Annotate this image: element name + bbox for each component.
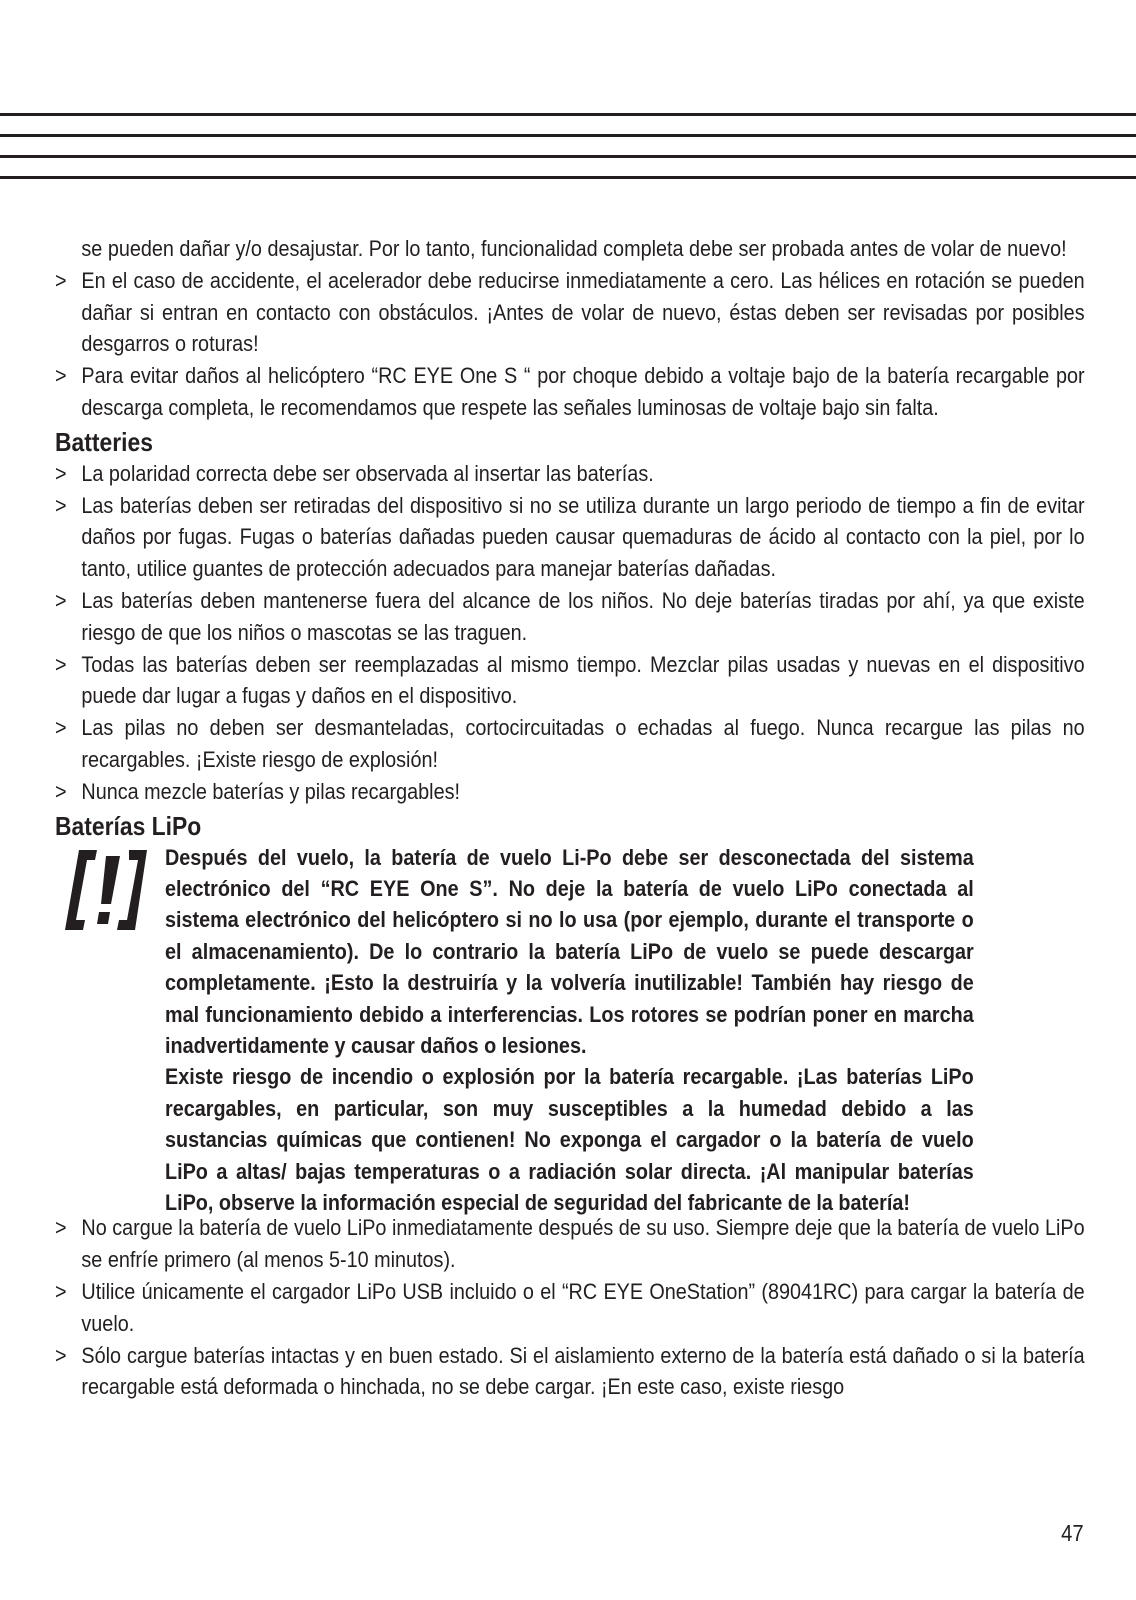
list-item [55, 649, 1085, 713]
list-item [55, 490, 1085, 585]
section-heading-lipo: Baterías LiPo [55, 810, 202, 841]
list-item [55, 585, 1085, 649]
bullet-marker: > [55, 715, 67, 741]
continuation-text: se pueden dañar y/o desajustar. Por lo tanto, funcionalidad completa debe ser probada antes de volar de nuevo! [81, 236, 1067, 261]
list-item [55, 712, 1085, 776]
header-rule-1 [0, 113, 1136, 116]
bullet-marker: > [55, 778, 67, 804]
list-item [55, 360, 1085, 424]
warning-paragraph-2: Existe riesgo de incendio o explosión por la batería recargable. ¡Las baterías LiPo recargables, en particular, son muy susceptibles a la humedad debido a las sustancias químicas que contienen! No exponga el cargador o la batería de vuelo LiPo a altas/ bajas temperaturas o a radiación solar directa. ¡Al manipular baterías LiPo, observe la información especial de seguridad del fabricante de la batería! [165, 1064, 974, 1216]
list-item-text: La polaridad correcta debe ser observada al insertar las baterías. [81, 460, 654, 486]
bullet-marker: > [55, 267, 67, 293]
bullet-marker: > [55, 587, 67, 613]
list-item-text: Las baterías deben ser retiradas del dispositivo si no se utiliza durante un largo periodo de tiempo a fin de evitar daños por fugas. Fugas o baterías dañadas pueden causar quemaduras de ácido al contacto con la piel, por lo tanto, utilice guantes de protección adecuados para manejar baterías dañadas. [81, 492, 1085, 582]
list-item-text: En el caso de accidente, el acelerador debe reducirse inmediatamente a cero. Las hélices en rotación se pueden dañar si entran en contacto con obstáculos. ¡Antes de volar de nuevo, éstas deben ser revisadas por posibles desgarros o roturas! [81, 267, 1085, 357]
bullet-marker: > [55, 460, 67, 486]
list-item [55, 776, 1085, 808]
list-item [55, 458, 1085, 490]
list-item-text: Las pilas no deben ser desmanteladas, cortocircuitadas o echadas al fuego. Nunca recargue las pilas no recargables. ¡Existe riesgo de explosión! [81, 715, 1085, 772]
list-item-text: Utilice únicamente el cargador LiPo USB incluido o el “RC EYE OneStation” (89041RC) para cargar la batería de vuelo. [81, 1279, 1085, 1336]
list-item [55, 265, 1085, 360]
warning-paragraph-1: Después del vuelo, la batería de vuelo Li-Po debe ser desconectada del sistema electrónico del “RC EYE One S”. No deje la batería de vuelo LiPo conectada al sistema electrónico del helicóptero si no lo usa (por ejemplo, durante el transporte o el almacenamiento). De lo contrario la batería LiPo de vuelo se puede descargar completamente. ¡Esto la destruiría y la volvería inutilizable! También hay riesgo de mal funcionamiento debido a interferencias. Los rotores se podrían poner en marcha inadvertidamente y causar daños o lesiones. [165, 844, 974, 1058]
warning-text [165, 842, 974, 1219]
bullet-marker: > [55, 363, 67, 389]
header-rule-2 [0, 134, 1136, 137]
list-item [55, 1340, 1085, 1404]
list-item-text: Las baterías deben mantenerse fuera del alcance de los niños. No deje baterías tiradas por ahí, ya que existe riesgo de que los niños o mascotas se las traguen. [81, 587, 1085, 645]
bullet-marker: > [55, 651, 67, 677]
bullet-marker: > [55, 1342, 67, 1368]
intro-section [55, 233, 1085, 424]
exclamation-warning-icon [55, 842, 165, 982]
list-item-text: Sólo cargue baterías intactas y en buen estado. Si el aislamiento externo de la batería está dañado o si la batería recargable está deformada o hinchada, no se debe cargar. ¡En este caso, existe riesgo [81, 1342, 1085, 1400]
list-item-text: No cargue la batería de vuelo LiPo inmediatamente después de su uso. Siempre deje que la batería de vuelo LiPo se enfríe primero (al menos 5-10 minutos). [81, 1215, 1085, 1273]
lipo-list [55, 1212, 1085, 1403]
list-item [55, 1276, 1085, 1340]
bullet-marker: > [55, 1215, 67, 1241]
list-item-text: Todas las baterías deben ser reemplazadas al mismo tiempo. Mezclar pilas usadas y nuevas en el dispositivo puede dar lugar a fugas y daños en el dispositivo. [81, 651, 1085, 709]
bullet-marker: > [55, 1279, 67, 1305]
bullet-marker: > [55, 492, 67, 518]
page-content [55, 233, 1084, 1403]
batteries-list [55, 458, 1085, 808]
header-rule-3 [0, 155, 1136, 158]
page-number: 47 [1061, 1520, 1084, 1546]
list-item-text: Nunca mezcle baterías y pilas recargables! [81, 778, 460, 804]
header-rule-4 [0, 176, 1136, 179]
section-heading-batteries: Batteries [55, 426, 153, 457]
warning-block [55, 842, 1084, 1219]
list-item [55, 1212, 1085, 1276]
list-item-text: Para evitar daños al helicóptero “RC EYE One S “ por choque debido a voltaje bajo de la batería recargable por descarga completa, le recomendamos que respete las señales luminosas de voltaje bajo sin falta. [81, 363, 1085, 420]
